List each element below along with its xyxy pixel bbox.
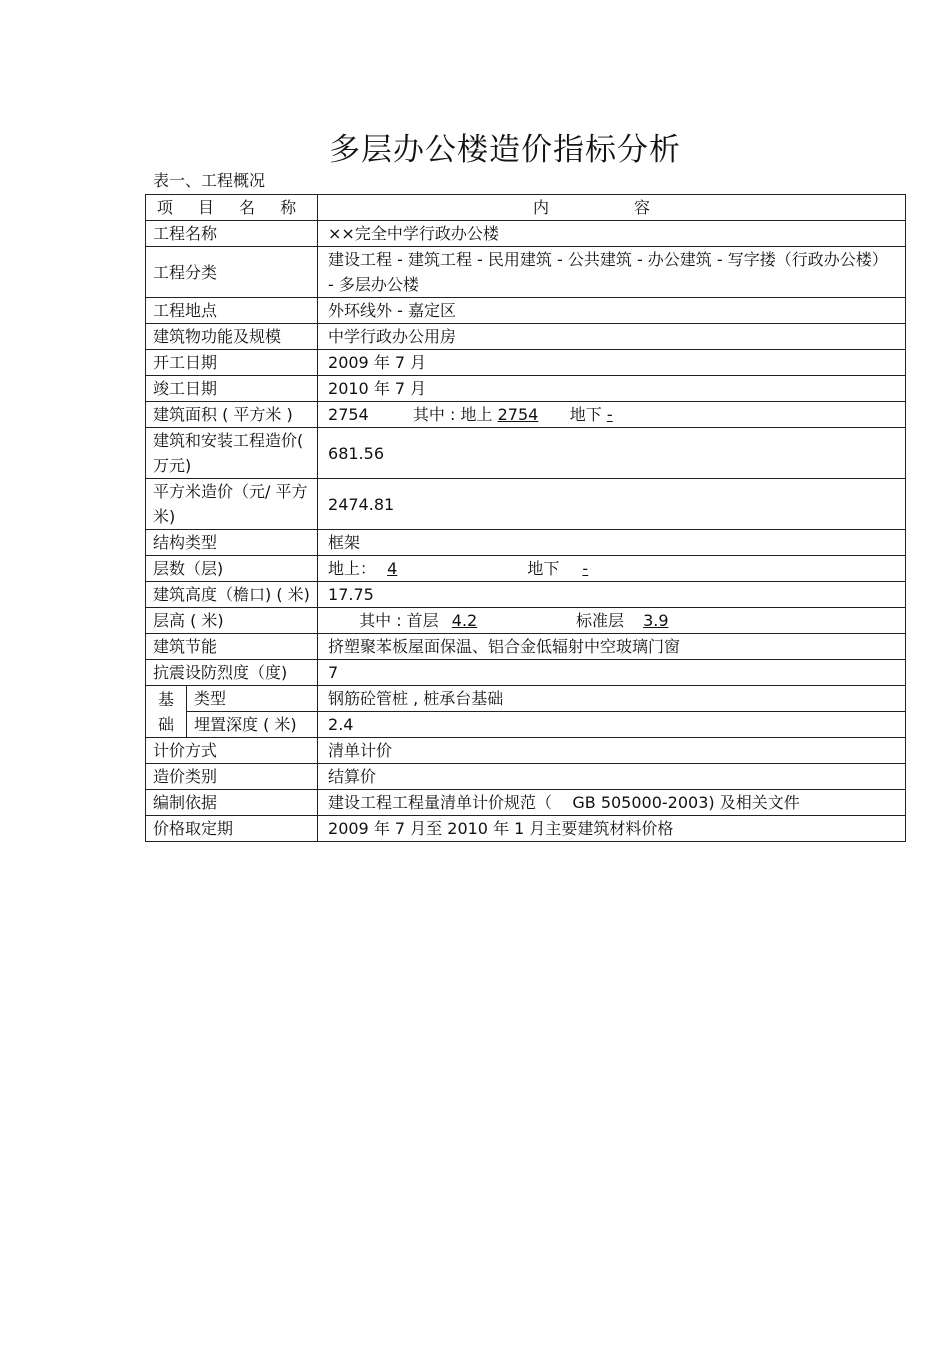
table-row <box>146 376 906 402</box>
row-label: 工程名称 <box>146 221 318 247</box>
row-label: 计价方式 <box>146 738 318 764</box>
table-row <box>146 247 906 298</box>
table-row <box>146 479 906 530</box>
table-row <box>146 350 906 376</box>
floors-below-label: 地下 <box>527 559 560 578</box>
row-label: 埋置深度 ( 米) <box>187 712 318 738</box>
row-label: 抗震设防烈度（度) <box>146 660 318 686</box>
table-row <box>146 298 906 324</box>
table-row <box>146 428 906 479</box>
floor-height-first-label: 其中 : 首层 <box>359 611 439 630</box>
row-label: 类型 <box>187 686 318 712</box>
table-row <box>146 790 906 816</box>
floors-above-value: 4 <box>387 559 398 578</box>
row-value: 中学行政办公用房 <box>318 324 906 350</box>
row-value: 7 <box>318 660 906 686</box>
project-overview-table <box>145 194 906 842</box>
row-label: 平方米造价（元/ 平方米) <box>146 479 318 530</box>
table-row <box>146 402 906 428</box>
row-label: 建筑节能 <box>146 634 318 660</box>
floor-height-std-label: 标准层 <box>575 611 624 630</box>
header-content-cell: 内 容 <box>318 195 906 221</box>
row-value <box>318 608 906 634</box>
row-label: 层高 ( 米) <box>146 608 318 634</box>
row-value: 挤塑聚苯板屋面保温、铝合金低辐射中空玻璃门窗 <box>318 634 906 660</box>
row-label: 造价类别 <box>146 764 318 790</box>
row-value: 2.4 <box>318 712 906 738</box>
table-row <box>146 324 906 350</box>
row-label: 层数（层) <box>146 556 318 582</box>
row-value <box>318 402 906 428</box>
header-name-cell: 项 目 名 称 <box>146 195 318 221</box>
row-label: 建筑高度（檐口) ( 米) <box>146 582 318 608</box>
table-header-row <box>146 195 906 221</box>
row-label: 结构类型 <box>146 530 318 556</box>
row-value: 2010 年 7 月 <box>318 376 906 402</box>
table-row <box>146 221 906 247</box>
floor-height-std-value: 3.9 <box>643 611 669 630</box>
row-label: 价格取定期 <box>146 816 318 842</box>
table-row <box>146 530 906 556</box>
row-value: 结算价 <box>318 764 906 790</box>
row-label: 竣工日期 <box>146 376 318 402</box>
table-row <box>146 816 906 842</box>
row-label: 开工日期 <box>146 350 318 376</box>
floors-below-value: - <box>582 559 589 578</box>
row-value <box>318 556 906 582</box>
row-value: 外环线外 - 嘉定区 <box>318 298 906 324</box>
area-below-value: - <box>606 405 613 424</box>
row-value: 建设工程 - 建筑工程 - 民用建筑 - 公共建筑 - 办公建筑 - 写字搂（行政办公楼） - 多层办公楼 <box>318 247 906 298</box>
floor-height-first-value: 4.2 <box>451 611 478 630</box>
table-row <box>146 582 906 608</box>
row-label: 建筑和安装工程造价( 万元) <box>146 428 318 479</box>
area-below-label: 地下 <box>569 405 602 424</box>
row-label: 建筑面积 ( 平方米 ) <box>146 402 318 428</box>
row-value: 2474.81 <box>318 479 906 530</box>
table-row <box>146 712 906 738</box>
page-title: 多层办公楼造价指标分析 <box>329 132 681 168</box>
table-row <box>146 608 906 634</box>
row-value: 17.75 <box>318 582 906 608</box>
row-value: ××完全中学行政办公楼 <box>318 221 906 247</box>
table-row <box>146 738 906 764</box>
row-value: 建设工程工程量清单计价规范（ GB 505000-2003) 及相关文件 <box>318 790 906 816</box>
table-row <box>146 764 906 790</box>
table-row <box>146 660 906 686</box>
row-value: 框架 <box>318 530 906 556</box>
area-total: 2754 <box>328 405 369 424</box>
row-label: 编制依据 <box>146 790 318 816</box>
row-value: 2009 年 7 月至 2010 年 1 月主要建筑材料价格 <box>318 816 906 842</box>
table-row <box>146 556 906 582</box>
table-caption: 表一、工程概况 <box>153 171 266 190</box>
floors-above-label: 地上： <box>328 559 377 578</box>
area-above-value: 2754 <box>497 405 539 424</box>
table-row <box>146 686 906 712</box>
foundation-label: 基础 <box>146 686 187 738</box>
row-value: 钢筋砼管桩 , 桩承台基础 <box>318 686 906 712</box>
row-value: 681.56 <box>318 428 906 479</box>
table-row <box>146 634 906 660</box>
row-value: 清单计价 <box>318 738 906 764</box>
area-above-label: 其中 : 地上 <box>412 405 493 424</box>
row-value: 2009 年 7 月 <box>318 350 906 376</box>
row-label: 工程分类 <box>146 247 318 298</box>
row-label: 建筑物功能及规模 <box>146 324 318 350</box>
row-label: 工程地点 <box>146 298 318 324</box>
